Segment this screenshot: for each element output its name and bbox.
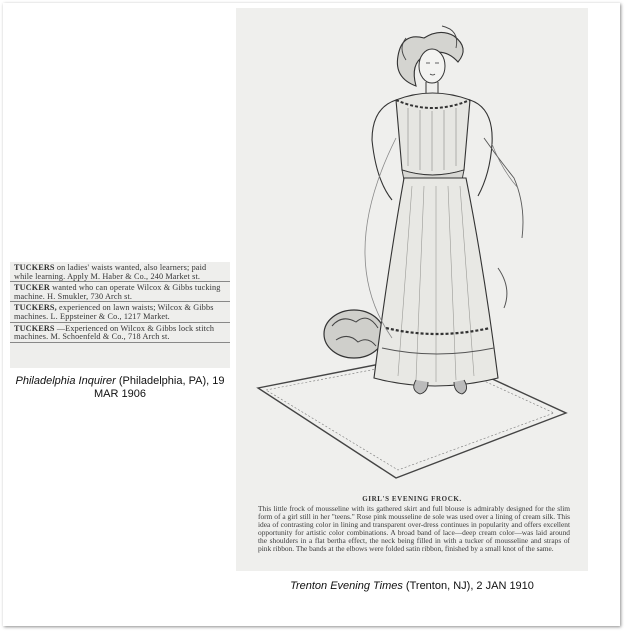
left-caption xyxy=(10,375,230,401)
classified-ad: TUCKERS —Experienced on Wilcox & Gibbs lock stitch machines. M. Schoenfeld & Co., 718 Arch st. xyxy=(10,323,230,343)
classified-ad: TUCKERS, experienced on lawn waists; Wilcox & Gibbs machines. L. Eppsteiner & Co., 1217 Market. xyxy=(10,302,230,322)
right-caption-details: (Trenton, NJ), 2 JAN 1910 xyxy=(402,580,534,592)
right-caption xyxy=(236,580,588,593)
article-title: GIRL'S EVENING FROCK. xyxy=(362,495,462,503)
left-caption-details: (Philadelphia, PA), 19 MAR 1906 xyxy=(94,375,225,400)
classified-ad: TUCKER wanted who can operate Wilcox & Gibbs tucking machine. H. Smukler, 730 Arch st. xyxy=(10,282,230,302)
fashion-article-clipping xyxy=(236,8,588,571)
classified-ad: TUCKERS on ladies' waists wanted, also learners; paid while learning. Apply M. Haber & Co., 240 Market st. xyxy=(10,262,230,282)
right-caption-paper: Trenton Evening Times xyxy=(290,580,403,592)
classified-ads-clipping xyxy=(10,262,230,368)
evening-frock-illustration xyxy=(236,8,588,571)
article-body: This little frock of mousseline with its gathered skirt and full blouse is admirably designed for the slim form of a girl still in her "teens." Rose pink mousseline de sole was used over a lining of cream silk. This idea of contrasting color in lining and transparent over-dress continues in popularity and offers excellent opportunity for artistic color combinations. A broad band of lace—deep cream color—was laid around the shoulders in a flat bertha effect, the neck being filled in with a tucker of mousseline and straps of pink ribbon. The bands at the elbows were folded satin ribbon, finished by a small knot of the same. xyxy=(258,504,570,554)
left-caption-paper: Philadelphia Inquirer xyxy=(15,375,116,387)
